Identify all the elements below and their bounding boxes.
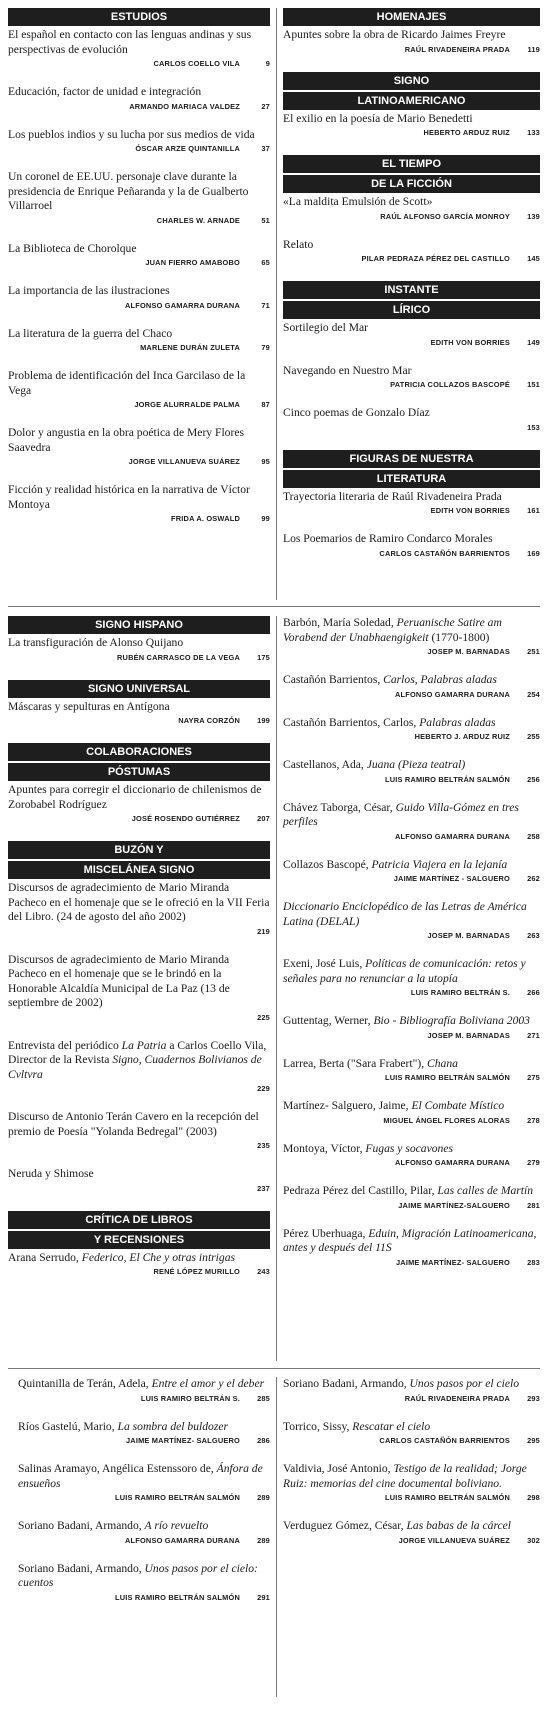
- toc-entry[interactable]: [283, 238, 540, 264]
- entry-title: Navegando en Nuestro Mar: [283, 363, 412, 377]
- entry-meta: [8, 102, 270, 111]
- entry-title: Montoya, Víctor, Fugas y socavones: [283, 1141, 453, 1155]
- entry-page-number: 9: [265, 59, 270, 68]
- entry-title: Cinco poemas de Gonzalo Díaz: [283, 406, 430, 419]
- entry-author: JOSEP M. BARNADAS: [427, 931, 510, 940]
- entry-page-number: 27: [261, 101, 270, 111]
- toc-column-3: [8, 616, 270, 1293]
- toc-entry[interactable]: [8, 327, 270, 353]
- section-header: CRÍTICA DE LIBROS: [8, 1211, 270, 1229]
- entry-author: ALFONSO GAMARRA DURANA: [395, 831, 510, 841]
- entry-page-number: 285: [257, 1393, 270, 1403]
- entry-page-number: 139: [527, 211, 540, 221]
- entry-meta: [283, 690, 540, 699]
- section-divider-1: [8, 606, 540, 607]
- entry-author: JOSEP M. BARNADAS: [427, 1030, 510, 1040]
- entry-author: LUIS RAMIRO BELTRÁN SALMÓN: [385, 1493, 510, 1502]
- toc-entry[interactable]: [283, 858, 540, 884]
- entry-author: PILAR PEDRAZA PÉREZ DEL CASTILLO: [361, 254, 510, 263]
- entry-author: JAIME MARTÍNEZ- SALGUERO: [395, 1257, 510, 1267]
- entry-title: Arana Serrudo, Federico, El Che y otras intrigas: [8, 1250, 236, 1264]
- toc-column-5: [18, 1377, 270, 1619]
- entry-author: LUIS RAMIRO BELTRÁN S.: [140, 1393, 240, 1403]
- entry-page-number: 51: [261, 215, 270, 225]
- entry-page-number: 237: [257, 1183, 270, 1193]
- toc-entry[interactable]: [283, 532, 540, 558]
- toc-entry[interactable]: [18, 1462, 270, 1502]
- entry-page-number: 37: [261, 144, 270, 153]
- entry-page-number: 283: [527, 1257, 540, 1267]
- entry-title: Discursos de agradecimiento de Mario Miranda Pacheco en el homenaje que se le brindó en la Honorable Alcaldía Municipal de La Paz (13 de septiembre de 2002): [8, 952, 230, 1009]
- entry-title: Discursos de agradecimiento de Mario Miranda Pacheco en el homenaje que se le ofreció en la VII Feria del Libro. (24 de agosto del año 2002): [8, 881, 270, 923]
- section-header: MISCELÁNEA SIGNO: [8, 861, 270, 879]
- entry-title: Soriano Badani, Armando, Unos pasos por el cielo: cuentos: [18, 1561, 258, 1589]
- toc-entry[interactable]: [8, 284, 270, 310]
- entry-meta: [8, 216, 270, 225]
- entry-title: Larrea, Berta ("Sara Frabert"), Chana: [283, 1056, 458, 1070]
- entry-author: RUBÉN CARRASCO DE LA VEGA: [117, 652, 240, 662]
- entry-meta: [283, 128, 540, 137]
- toc-entry[interactable]: [8, 700, 270, 726]
- entry-page-number: 278: [527, 1115, 540, 1125]
- entry-author: CARLOS CASTAÑÓN BARRIENTOS: [379, 548, 510, 558]
- entry-title: Neruda y Shimose: [8, 1167, 94, 1180]
- entry-page-number: 295: [527, 1436, 540, 1445]
- entry-title: Los Poemarios de Ramiro Condarco Morales: [283, 532, 493, 545]
- entry-page-number: 161: [527, 506, 540, 515]
- entry-title: Quintanilla de Terán, Adela, Entre el amor y el deber: [18, 1377, 265, 1390]
- entry-page-number: 99: [261, 514, 270, 523]
- entry-author: RAÚL RIVADENEIRA PRADA: [404, 1393, 510, 1403]
- toc-entry[interactable]: [283, 900, 540, 940]
- toc-entry[interactable]: [283, 801, 540, 841]
- entry-meta: [283, 647, 540, 656]
- entry-meta: [8, 1013, 270, 1022]
- section-header: LITERATURA: [283, 470, 540, 488]
- entry-title: Barbón, María Soledad, Peruanische Satire am Vorabend der Unabhaengigkeit (1770-1800): [283, 616, 502, 644]
- section-header: LÍRICO: [283, 301, 540, 319]
- entry-title: Soriano Badani, Armando, Unos pasos por el cielo: [283, 1377, 520, 1390]
- entry-title: Relato: [283, 237, 314, 251]
- entry-title: El exilio en la poesía de Mario Benedetti: [283, 111, 473, 125]
- section-header: SIGNO HISPANO: [8, 616, 270, 634]
- entry-meta: [283, 931, 540, 940]
- entry-title: Torrico, Sissy, Rescatar el cielo: [283, 1419, 431, 1433]
- entry-author: ALFONSO GAMARRA DURANA: [125, 1535, 240, 1545]
- toc-column-6: [283, 1377, 540, 1562]
- toc-column-4: [283, 616, 540, 1284]
- toc-entry[interactable]: [8, 483, 270, 523]
- entry-page-number: 255: [527, 732, 540, 741]
- toc-entry[interactable]: [8, 1167, 270, 1193]
- toc-entry[interactable]: [283, 957, 540, 997]
- entry-meta: [283, 1073, 540, 1082]
- entry-meta: [8, 457, 270, 466]
- entry-author: PATRICIA COLLAZOS BASCOPÉ: [390, 380, 510, 389]
- entry-author: LUIS RAMIRO BELTRÁN SALMÓN: [115, 1493, 240, 1502]
- toc-entry[interactable]: [283, 490, 540, 516]
- entry-meta: [8, 1184, 270, 1193]
- entry-meta: [283, 549, 540, 558]
- toc-entry[interactable]: [283, 195, 540, 221]
- entry-author: JOSEP M. BARNADAS: [427, 647, 510, 656]
- entry-author: RENÉ LÓPEZ MURILLO: [153, 1267, 240, 1276]
- column-divider-bottom: [276, 1377, 277, 1697]
- entry-title: Valdivia, José Antonio, Testigo de la realidad; Jorge Ruiz: memorias del cine documental boliviano.: [283, 1462, 527, 1490]
- entry-meta: [18, 1436, 270, 1445]
- entry-author: JORGE ALURRALDE PALMA: [134, 400, 240, 409]
- entry-meta: [8, 514, 270, 523]
- entry-author: ALFONSO GAMARRA DURANA: [125, 300, 240, 310]
- entry-meta: [283, 423, 540, 432]
- entry-page-number: 251: [527, 647, 540, 656]
- entry-title: Entrevista del periódico La Patria a Carlos Coello Vila, Director de la Revista Signo, Cuadernos Bolivianos de Cvltvra: [8, 1038, 267, 1081]
- entry-author: JAIME MARTÍNEZ- SALGUERO: [125, 1436, 240, 1445]
- toc-entry[interactable]: [8, 369, 270, 409]
- entry-meta: [8, 1084, 270, 1093]
- entry-author: CHARLES W. ARNADE: [156, 215, 240, 225]
- entry-page-number: 293: [527, 1393, 540, 1403]
- entry-page-number: 175: [257, 652, 270, 662]
- entry-meta: [8, 258, 270, 267]
- entry-page-number: 199: [257, 716, 270, 725]
- entry-title: Martínez- Salguero, Jaime, El Combate Místico: [283, 1099, 505, 1112]
- entry-title: Collazos Bascopé, Patricia Viajera en la lejanía: [283, 857, 508, 871]
- entry-author: JORGE VILLANUEVA SUÁREZ: [128, 457, 240, 466]
- toc-entry[interactable]: [283, 1420, 540, 1446]
- entry-meta: [8, 1267, 270, 1276]
- entry-page-number: 79: [261, 343, 270, 352]
- entry-page-number: 271: [527, 1030, 540, 1040]
- entry-meta: [8, 343, 270, 352]
- toc-entry[interactable]: [18, 1420, 270, 1446]
- toc-entry[interactable]: [283, 1099, 540, 1125]
- entry-title: Trayectoria literaria de Raúl Rivadeneira Prada: [283, 489, 502, 503]
- entry-author: NAYRA CORZÓN: [178, 716, 240, 725]
- entry-meta: [8, 653, 270, 662]
- entry-page-number: 65: [261, 258, 270, 267]
- entry-page-number: 291: [257, 1592, 270, 1602]
- entry-meta: [283, 212, 540, 221]
- section-header: Y RECENSIONES: [8, 1231, 270, 1249]
- entry-meta: [283, 1394, 540, 1403]
- entry-page-number: 302: [527, 1535, 540, 1545]
- toc-entry[interactable]: [283, 28, 540, 54]
- entry-meta: [283, 380, 540, 389]
- entry-title: Salinas Aramayo, Angélica Estenssoro de, Ánfora de ensueños: [18, 1462, 263, 1490]
- toc-entry[interactable]: [283, 1227, 540, 1267]
- entry-author: EDITH VON BORRIES: [430, 337, 510, 347]
- entry-page-number: 258: [527, 831, 540, 841]
- entry-page-number: 229: [257, 1084, 270, 1093]
- toc-entry[interactable]: [283, 616, 540, 656]
- entry-author: FRIDA A. OSWALD: [171, 514, 240, 523]
- entry-page-number: 266: [527, 988, 540, 997]
- toc-entry[interactable]: [8, 170, 270, 225]
- toc-entry[interactable]: [283, 112, 540, 138]
- section-header: FIGURAS DE NUESTRA: [283, 450, 540, 468]
- toc-entry[interactable]: [283, 1184, 540, 1210]
- toc-entry[interactable]: [8, 636, 270, 662]
- toc-entry[interactable]: [283, 321, 540, 347]
- entry-meta: [18, 1394, 270, 1403]
- toc-entry[interactable]: [8, 426, 270, 466]
- toc-entry[interactable]: [8, 1251, 270, 1277]
- entry-meta: [283, 1493, 540, 1502]
- entry-meta: [283, 1436, 540, 1445]
- entry-meta: [283, 988, 540, 997]
- entry-meta: [283, 1258, 540, 1267]
- entry-author: JAIME MARTÍNEZ - SALGUERO: [393, 874, 510, 883]
- entry-page-number: 71: [261, 300, 270, 310]
- entry-page-number: 298: [527, 1493, 540, 1502]
- entry-author: MIGUEL ÁNGEL FLORES ALORAS: [383, 1115, 510, 1125]
- section-header: DE LA FICCIÓN: [283, 175, 540, 193]
- entry-meta: [283, 1201, 540, 1210]
- section-header: SIGNO: [283, 72, 540, 90]
- entry-page-number: 289: [257, 1535, 270, 1545]
- entry-author: CARLOS COELLO VILA: [153, 59, 240, 68]
- column-divider-top: [276, 8, 277, 600]
- entry-author: RAÚL ALFONSO GARCÍA MONROY: [380, 211, 510, 221]
- entry-meta: [283, 1158, 540, 1167]
- entry-page-number: 279: [527, 1158, 540, 1167]
- entry-title: Educación, factor de unidad e integración: [8, 85, 202, 98]
- toc-entry[interactable]: [8, 1110, 270, 1150]
- entry-page-number: 263: [527, 931, 540, 940]
- toc-column-2: [283, 8, 540, 575]
- toc-column-1: [8, 8, 270, 540]
- entry-page-number: 153: [527, 422, 540, 432]
- entry-meta: [8, 1141, 270, 1150]
- entry-title: Apuntes sobre la obra de Ricardo Jaimes Freyre: [283, 28, 506, 41]
- entry-author: LUIS RAMIRO BELTRÁN S.: [410, 988, 510, 997]
- entry-title: La importancia de las ilustraciones: [8, 284, 170, 297]
- entry-page-number: 289: [257, 1493, 270, 1502]
- entry-title: Ficción y realidad histórica en la narrativa de Víctor Montoya: [8, 483, 250, 511]
- entry-title: La literatura de la guerra del Chaco: [8, 326, 173, 340]
- section-header: EL TIEMPO: [283, 155, 540, 173]
- entry-title: Máscaras y sepulturas en Antígona: [8, 699, 170, 713]
- entry-title: Un coronel de EE.UU. personaje clave durante la presidencia de Enrique Peñaranda y la de Gualberto Villarroel: [8, 170, 249, 212]
- entry-page-number: 235: [257, 1141, 270, 1150]
- toc-entry[interactable]: [8, 242, 270, 268]
- entry-title: Ríos Gastelú, Mario, La sombra del buldozer: [18, 1419, 228, 1433]
- entry-title: Guttentag, Werner, Bio - Bibliografía Boliviana 2003: [283, 1014, 530, 1027]
- entry-page-number: 254: [527, 689, 540, 699]
- entry-page-number: 119: [527, 44, 540, 54]
- entry-title: Castellanos, Ada, Juana (Pieza teatral): [283, 758, 466, 771]
- entry-author: JUAN FIERRO AMABOBO: [145, 258, 240, 267]
- toc-entry[interactable]: [8, 128, 270, 154]
- toc-entry[interactable]: [18, 1377, 270, 1403]
- section-header: HOMENAJES: [283, 8, 540, 26]
- entry-meta: [283, 1536, 540, 1545]
- entry-title: «La maldita Emulsión de Scott»: [283, 195, 433, 208]
- entry-author: ALFONSO GAMARRA DURANA: [395, 1158, 510, 1167]
- entry-author: CARLOS CASTAÑÓN BARRIENTOS: [379, 1436, 510, 1445]
- section-header: ESTUDIOS: [8, 8, 270, 26]
- entry-meta: [8, 927, 270, 936]
- entry-meta: [8, 59, 270, 68]
- entry-page-number: 95: [261, 457, 270, 466]
- entry-author: LUIS RAMIRO BELTRÁN SALMÓN: [385, 1073, 510, 1082]
- entry-page-number: 151: [527, 380, 540, 389]
- section-header: BUZÓN Y: [8, 841, 270, 859]
- section-header: PÓSTUMAS: [8, 763, 270, 781]
- entry-title: Exeni, José Luis, Políticas de comunicación: retos y señales para no renunciar a la utopía: [283, 957, 526, 985]
- section-header: LATINOAMERICANO: [283, 92, 540, 110]
- entry-page-number: 133: [527, 128, 540, 137]
- entry-page-number: 145: [527, 254, 540, 263]
- entry-title: Pérez Uberhuaga, Eduin, Migración Latinoamericana, antes y después del 11S: [283, 1226, 537, 1254]
- entry-title: Castañón Barrientos, Carlos, Palabras aladas: [283, 715, 496, 729]
- toc-entry[interactable]: [283, 716, 540, 742]
- toc-entry[interactable]: [18, 1562, 270, 1602]
- entry-title: Los pueblos indios y su lucha por sus medios de vida: [8, 127, 255, 141]
- entry-title: Sortilegio del Mar: [283, 321, 369, 334]
- entry-author: HEBERTO J. ARDUZ RUIZ: [414, 732, 510, 741]
- entry-meta: [283, 254, 540, 263]
- entry-meta: [8, 144, 270, 153]
- entry-meta: [283, 506, 540, 515]
- toc-entry[interactable]: [283, 364, 540, 390]
- entry-author: ALFONSO GAMARRA DURANA: [395, 689, 510, 699]
- entry-title: Soriano Badani, Armando, A río revuelto: [18, 1519, 209, 1532]
- entry-title: Apuntes para corregir el diccionario de chilenismos de Zorobabel Rodríguez: [8, 783, 262, 811]
- toc-entry[interactable]: [8, 783, 270, 823]
- entry-author: JORGE VILLANUEVA SUÁREZ: [398, 1535, 510, 1545]
- entry-title: Castañón Barrientos, Carlos, Palabras aladas: [283, 673, 497, 686]
- toc-entry[interactable]: [283, 1142, 540, 1168]
- entry-page-number: 219: [257, 926, 270, 936]
- entry-meta: [283, 832, 540, 841]
- entry-meta: [283, 775, 540, 784]
- entry-meta: [283, 732, 540, 741]
- toc-entry[interactable]: [283, 1014, 540, 1040]
- entry-author: MARLENE DURÁN ZULETA: [140, 343, 240, 352]
- entry-meta: [8, 716, 270, 725]
- entry-title: Problema de identificación del Inca Garcilaso de la Vega: [8, 369, 246, 397]
- entry-meta: [283, 874, 540, 883]
- entry-title: La Biblioteca de Chorolque: [8, 241, 137, 255]
- entry-page-number: 286: [257, 1436, 270, 1445]
- entry-author: ARMANDO MARIACA VALDEZ: [129, 101, 240, 111]
- entry-page-number: 262: [527, 874, 540, 883]
- entry-meta: [283, 338, 540, 347]
- entry-page-number: 87: [261, 400, 270, 409]
- entry-title: La transfiguración de Alonso Quijano: [8, 636, 184, 649]
- entry-title: Chávez Taborga, César, Guido Villa-Gómez en tres perfiles: [283, 800, 519, 828]
- toc-entry[interactable]: [8, 953, 270, 1022]
- entry-meta: [18, 1493, 270, 1502]
- toc-entry[interactable]: [8, 1039, 270, 1094]
- entry-title: Pedraza Pérez del Castillo, Pilar, Las calles de Martín: [283, 1184, 534, 1197]
- entry-author: RAÚL RIVADENEIRA PRADA: [404, 44, 510, 54]
- section-header: COLABORACIONES: [8, 743, 270, 761]
- entry-meta: [8, 400, 270, 409]
- toc-entry[interactable]: [283, 1519, 540, 1545]
- toc-entry[interactable]: [8, 85, 270, 111]
- entry-page-number: 149: [527, 337, 540, 347]
- toc-entry[interactable]: [283, 406, 540, 432]
- entry-page-number: 243: [257, 1267, 270, 1276]
- entry-author: LUIS RAMIRO BELTRÁN SALMÓN: [385, 774, 510, 784]
- entry-title: Verduguez Gómez, César, Las babas de la cárcel: [283, 1519, 512, 1532]
- entry-page-number: 275: [527, 1073, 540, 1082]
- entry-meta: [8, 814, 270, 823]
- entry-title: Diccionario Enciclopédico de las Letras de América Latina (DELAL): [283, 900, 527, 928]
- entry-meta: [283, 1116, 540, 1125]
- section-divider-2: [8, 1368, 540, 1369]
- toc-entry[interactable]: [18, 1519, 270, 1545]
- entry-title: Dolor y angustia en la obra poética de Mery Flores Saavedra: [8, 426, 244, 454]
- entry-author: JOSÉ ROSENDO GUTIÉRREZ: [131, 814, 240, 823]
- entry-page-number: 281: [527, 1200, 540, 1210]
- entry-page-number: 169: [527, 548, 540, 558]
- entry-author: HEBERTO ARDUZ RUIZ: [423, 128, 510, 137]
- entry-page-number: 207: [257, 814, 270, 823]
- entry-author: JAIME MARTÍNEZ-SALGUERO: [398, 1200, 510, 1210]
- section-header: INSTANTE: [283, 281, 540, 299]
- entry-meta: [283, 45, 540, 54]
- toc-entry[interactable]: [283, 1462, 540, 1502]
- entry-title: El español en contacto con las lenguas andinas y sus perspectivas de evolución: [8, 28, 252, 56]
- entry-author: ÓSCAR ARZE QUINTANILLA: [135, 144, 240, 153]
- toc-entry[interactable]: [283, 1057, 540, 1083]
- entry-meta: [18, 1593, 270, 1602]
- toc-entry[interactable]: [283, 1377, 540, 1403]
- toc-entry[interactable]: [8, 28, 270, 68]
- toc-entry[interactable]: [283, 673, 540, 699]
- entry-meta: [18, 1536, 270, 1545]
- toc-entry[interactable]: [8, 881, 270, 936]
- entry-meta: [8, 301, 270, 310]
- entry-page-number: 225: [257, 1012, 270, 1022]
- entry-title: Discurso de Antonio Terán Cavero en la recepción del premio de Poesía "Yolanda Bedregal" (2003): [8, 1110, 259, 1138]
- entry-page-number: 256: [527, 774, 540, 784]
- toc-entry[interactable]: [283, 758, 540, 784]
- section-header: SIGNO UNIVERSAL: [8, 680, 270, 698]
- entry-author: LUIS RAMIRO BELTRÁN SALMÓN: [115, 1592, 240, 1602]
- column-divider-middle: [276, 616, 277, 1361]
- entry-meta: [283, 1031, 540, 1040]
- entry-author: EDITH VON BORRIES: [430, 506, 510, 515]
